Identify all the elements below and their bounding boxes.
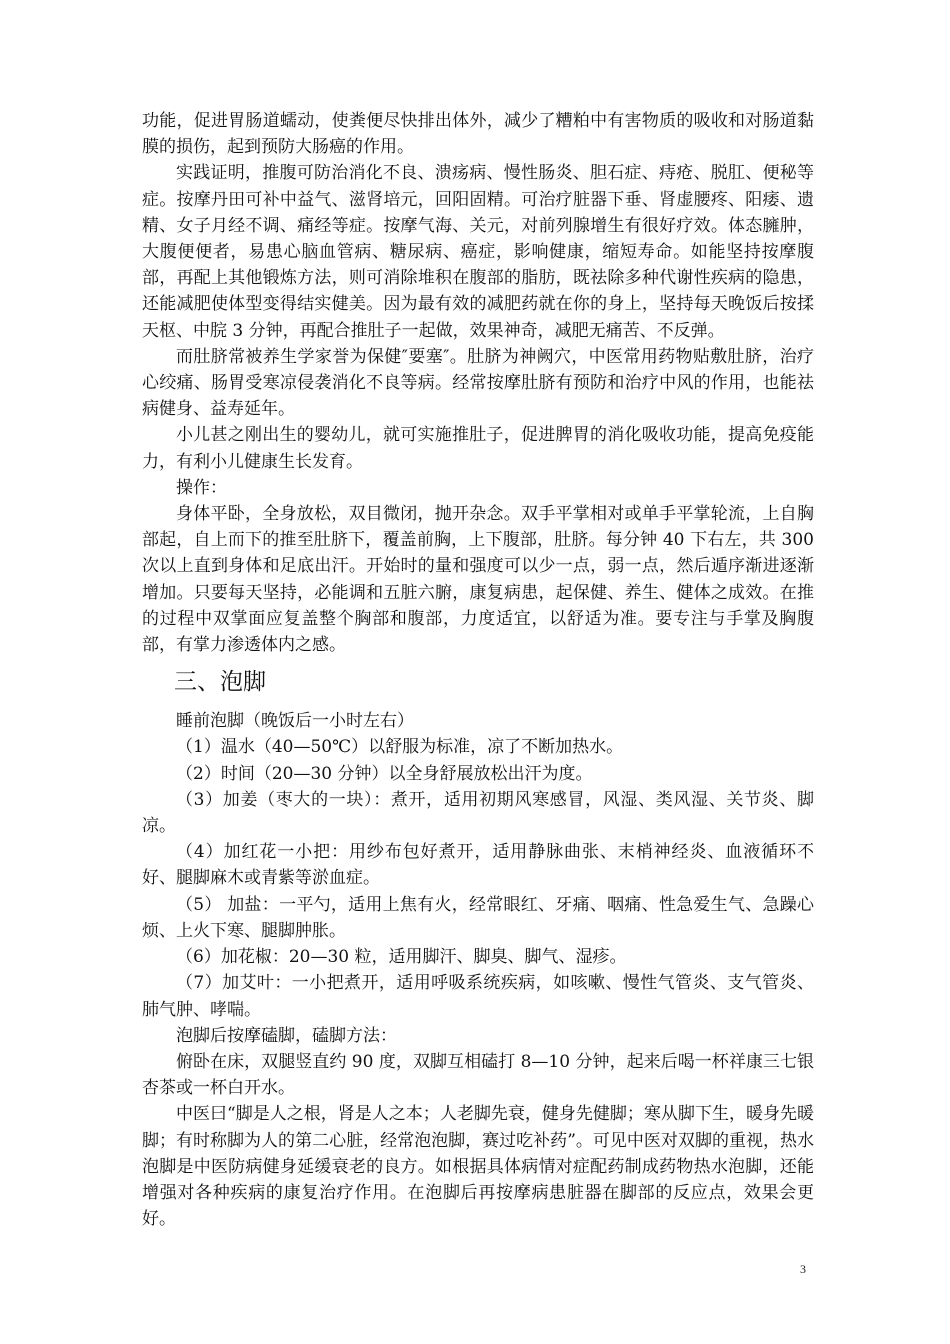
- list-item: （3）加姜（枣大的一块）：煮开，适用初期风寒感冒，风湿、类风湿、关节炎、脚凉。: [142, 789, 814, 837]
- paragraph: 小儿甚之刚出生的婴幼儿，就可实施推肚子，促进脾胃的消化吸收功能，提高免疫能力，有利小儿健康生长发育。: [142, 425, 814, 472]
- list-item: （1）温水（40—50℃）以舒服为标准，凉了不断加热水。: [176, 737, 624, 758]
- page-body: [142, 108, 814, 1232]
- paragraph: 操作：: [176, 477, 227, 498]
- list-item: （2）时间（20—30 分钟）以全身舒展放松出汗为度。: [176, 763, 593, 784]
- paragraph: 而肚脐常被养生学家誉为保健″要塞″。肚脐为神阙穴，中医常用药物贴敷肚脐，治疗心绞痛、肠胃受寒凉侵袭消化不良等病。经常按摩肚脐有预防和治疗中风的作用，也能祛病健身、益寿延年。: [142, 346, 814, 420]
- list-item: （7）加艾叶：一小把煮开，适用呼吸系统疾病，如咳嗽、慢性气管炎、支气管炎、肺气肿、哮喘。: [142, 973, 814, 1020]
- paragraph: 俯卧在床，双腿竖直约 90 度，双脚互相磕打 8—10 分钟，起来后喝一杯祥康三七银杏茶或一杯白开水。: [142, 1051, 814, 1099]
- paragraph: 身体平卧，全身放松，双目微闭，抛开杂念。双手平掌相对或单手平掌轮流，上自胸部起，自上而下的推至肚脐下，覆盖前胸，上下腹部，肚脐。每分钟 40 下右左，共 300 次以上直到身体和足底出汗。开始时的量和强度可以少一点，弱一点，然后遁序渐进逐渐增加。只要每天坚持，必能调和五脏六腑，康复病患，起保健、养生、健体之成效。在推的过程中双掌面应复盖整个胸部和腹部，力度适宜，以舒适为准。要专注与手掌及胸腹部，有掌力渗透体内之感。: [142, 504, 814, 656]
- page-number: 3: [800, 1262, 806, 1276]
- paragraph: 睡前泡脚（晚饭后一小时左右）: [176, 711, 414, 732]
- paragraph: 泡脚后按摩磕脚，磕脚方法：: [176, 1025, 397, 1046]
- paragraph: 中医曰“脚是人之根，肾是人之本；人老脚先衰，健身先健脚；寒从脚下生，暖身先暖脚；有时称脚为人的第二心脏，经常泡泡脚，赛过吃补药”。可见中医对双脚的重视，热水泡脚是中医防病健身延缓衰老的良方。如根据具体病情对症配药制成药物热水泡脚，还能增强对各种疾病的康复治疗作用。在泡脚后再按摩病患脏器在脚部的反应点，效果会更好。: [142, 1104, 814, 1230]
- section-heading: 三、泡脚: [174, 669, 266, 696]
- paragraph: 实践证明，推腹可防治消化不良、溃疡病、慢性肠炎、胆石症、痔疮、脱肛、便秘等症。按摩丹田可补中益气、滋肾培元，回阳固精。可治疗脏器下垂、肾虚腰疼、阳痿、遗精、女子月经不调、痛经等症。按摩气海、关元，对前列腺增生有很好疗效。体态臃肿，大腹便便者，易患心脑血管病、糖尿病、癌症，影响健康，缩短寿命。如能坚持按摩腹部，再配上其他锻炼方法，则可消除堆积在腹部的脂肪，既祛除多种代谢性疾病的隐患，还能减肥使体型变得结实健美。因为最有效的减肥药就在你的身上，坚持每天晚饭后按揉天枢、中脘 3 分钟，再配合推肚子一起做，效果神奇，减肥无痛苦、不反弹。: [142, 163, 814, 341]
- list-item: （6）加花椒：20—30 粒，适用脚汗、脚臭、脚气、湿疹。: [176, 947, 627, 968]
- list-item: （4）加红花一小把：用纱布包好煮开，适用静脉曲张、末梢神经炎、血液循环不好、腿脚麻木或青紫等淤血症。: [142, 842, 814, 889]
- list-item: （5） 加盐：一平勺，适用上焦有火，经常眼红、牙痛、咽痛、性急爱生气、急躁心烦、上火下寒、腿脚肿胀。: [142, 894, 814, 941]
- paragraph: 功能，促进胃肠道蠕动，使粪便尽快排出体外，减少了糟粕中有害物质的吸收和对肠道黏膜的损伤，起到预防大肠癌的作用。: [142, 111, 814, 158]
